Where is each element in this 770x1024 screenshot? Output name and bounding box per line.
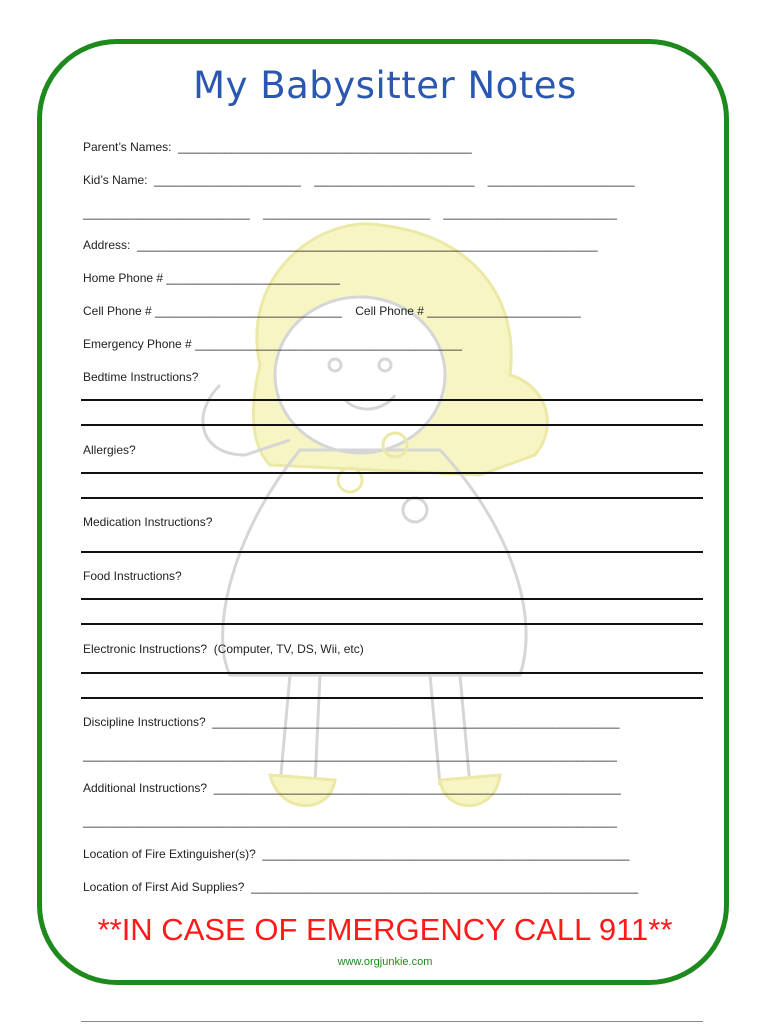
page-bottom-divider — [81, 1021, 703, 1022]
parents-names-field[interactable]: Parent’s Names: ____________________________________________ — [83, 140, 472, 154]
fire-extinguisher-field[interactable]: Location of Fire Extinguisher(s)? _______________________________________________________ — [83, 847, 630, 861]
footer-link[interactable]: www.orgjunkie.com — [337, 956, 433, 968]
bedtime-label: Bedtime Instructions? — [83, 370, 199, 384]
page-title: My Babysitter Notes — [193, 64, 577, 107]
medication-line[interactable] — [81, 551, 703, 553]
allergies-line-1[interactable] — [81, 472, 703, 474]
allergies-line-2[interactable] — [81, 497, 703, 499]
emergency-phone-field[interactable]: Emergency Phone # ________________________________________ — [83, 337, 463, 351]
additional-field[interactable]: Additional Instructions? _____________________________________________________________ — [83, 781, 621, 795]
medication-label: Medication Instructions? — [83, 515, 213, 529]
food-line-1[interactable] — [81, 598, 703, 600]
allergies-label: Allergies? — [83, 443, 136, 457]
electronic-line-2[interactable] — [81, 697, 703, 699]
kids-name-field[interactable]: Kid’s Name: ______________________ ________________________ ______________________ — [83, 173, 635, 187]
bedtime-line-1[interactable] — [81, 399, 703, 401]
first-aid-field[interactable]: Location of First Aid Supplies? __________________________________________________________ — [83, 880, 639, 894]
cell-phone-field[interactable]: Cell Phone # ____________________________ Cell Phone # _______________________ — [83, 304, 581, 318]
electronic-line-1[interactable] — [81, 672, 703, 674]
food-line-2[interactable] — [81, 623, 703, 625]
kids-name-field-2[interactable]: _________________________ _________________________ __________________________ — [83, 206, 617, 220]
electronic-label: Electronic Instructions? (Computer, TV, DS, Wii, etc) — [83, 642, 364, 656]
additional-field-2[interactable]: ________________________________________________________________________________ — [83, 814, 617, 828]
discipline-field-2[interactable]: ________________________________________________________________________________ — [83, 748, 617, 762]
address-field[interactable]: Address: _____________________________________________________________________ — [83, 238, 598, 252]
discipline-field[interactable]: Discipline Instructions? _____________________________________________________________ — [83, 715, 620, 729]
home-phone-field[interactable]: Home Phone # __________________________ — [83, 271, 340, 285]
bedtime-line-2[interactable] — [81, 424, 703, 426]
food-label: Food Instructions? — [83, 569, 182, 583]
emergency-banner: **IN CASE OF EMERGENCY CALL 911** — [97, 912, 673, 947]
